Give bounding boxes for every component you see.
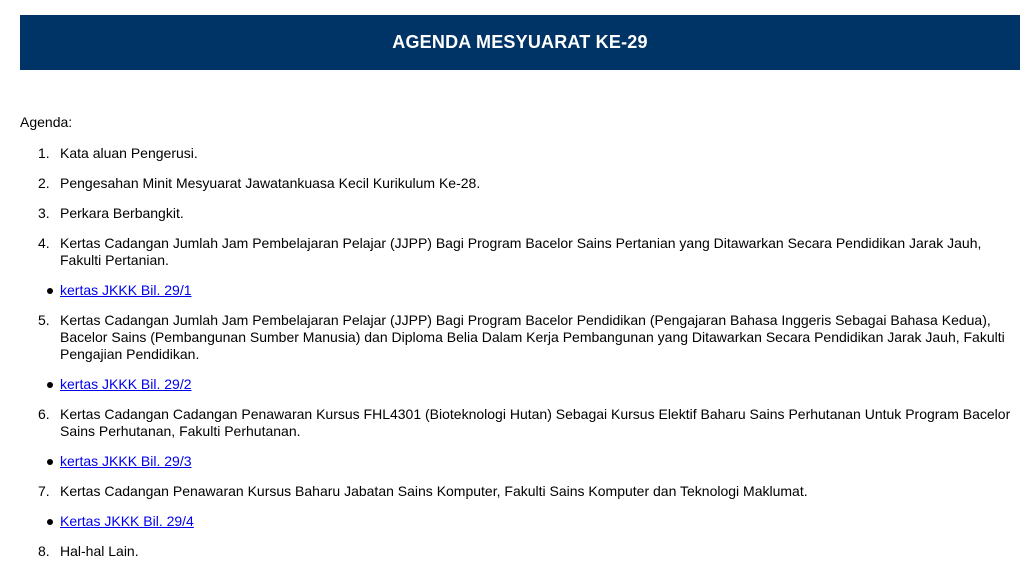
item-text: Kata aluan Pengerusi. bbox=[60, 145, 198, 161]
agenda-item-7 bbox=[20, 483, 1020, 500]
agenda-content bbox=[20, 114, 1020, 573]
item-text: Pengesahan Minit Mesyuarat Jawatankuasa Kecil Kurikulum Ke-28. bbox=[60, 175, 481, 191]
item-text: Kertas Cadangan Cadangan Penawaran Kursus FHL4301 (Bioteknologi Hutan) Sebagai Kursus Elektif Baharu Sains Perhutanan Untuk Program Bacelor Sains Perhutanan, Fakulti Perhutanan. bbox=[60, 406, 1011, 439]
item-number: 6. bbox=[38, 406, 50, 422]
item-text: Perkara Berbangkit. bbox=[60, 205, 184, 221]
attachment-item-2 bbox=[20, 376, 1020, 393]
bullet-icon bbox=[47, 459, 53, 465]
item-number: 1. bbox=[38, 145, 50, 161]
bullet-icon bbox=[47, 519, 53, 525]
item-number: 2. bbox=[38, 175, 50, 191]
agenda-item-6 bbox=[20, 406, 1020, 440]
page-title: AGENDA MESYUARAT KE-29 bbox=[392, 32, 648, 52]
agenda-label: Agenda: bbox=[20, 114, 73, 130]
header-bar bbox=[20, 15, 1020, 70]
agenda-item-2 bbox=[20, 175, 1020, 192]
attachment-link-29-4[interactable]: Kertas JKKK Bil. 29/4 bbox=[60, 513, 194, 529]
item-number: 3. bbox=[38, 205, 50, 221]
bullet-icon bbox=[47, 382, 53, 388]
attachment-link-29-1[interactable]: kertas JKKK Bil. 29/1 bbox=[60, 282, 192, 298]
agenda-item-1 bbox=[20, 145, 1020, 162]
attachment-item-1 bbox=[20, 282, 1020, 299]
attachment-item-4 bbox=[20, 513, 1020, 530]
item-text: Kertas Cadangan Penawaran Kursus Baharu Jabatan Sains Komputer, Fakulti Sains Komputer dan Teknologi Maklumat. bbox=[60, 483, 808, 499]
item-number: 5. bbox=[38, 312, 50, 328]
item-text: Kertas Cadangan Jumlah Jam Pembelajaran Pelajar (JJPP) Bagi Program Bacelor Pendidikan (Pengajaran Bahasa Inggeris Sebagai Bahasa Kedua), Bacelor Sains (Pembangunan Sumber Manusia) dan Diploma Belia Dalam Kerja Pembangunan yang Ditawarkan Secara Pendidikan Jarak Jauh, Fakulti Pengajian Pendidikan. bbox=[60, 312, 1005, 362]
item-number: 4. bbox=[38, 235, 50, 251]
item-text: Kertas Cadangan Jumlah Jam Pembelajaran Pelajar (JJPP) Bagi Program Bacelor Sains Pertanian yang Ditawarkan Secara Pendidikan Jarak Jauh, Fakulti Pertanian. bbox=[60, 235, 982, 268]
agenda-item-4 bbox=[20, 235, 1020, 269]
item-number: 7. bbox=[38, 483, 50, 499]
bullet-icon bbox=[47, 288, 53, 294]
agenda-item-3 bbox=[20, 205, 1020, 222]
item-number: 8. bbox=[38, 543, 50, 559]
agenda-item-8 bbox=[20, 543, 1020, 560]
attachment-link-29-3[interactable]: kertas JKKK Bil. 29/3 bbox=[60, 453, 192, 469]
attachment-link-29-2[interactable]: kertas JKKK Bil. 29/2 bbox=[60, 376, 192, 392]
agenda-item-5 bbox=[20, 312, 1020, 363]
attachment-item-3 bbox=[20, 453, 1020, 470]
item-text: Hal-hal Lain. bbox=[60, 543, 139, 559]
